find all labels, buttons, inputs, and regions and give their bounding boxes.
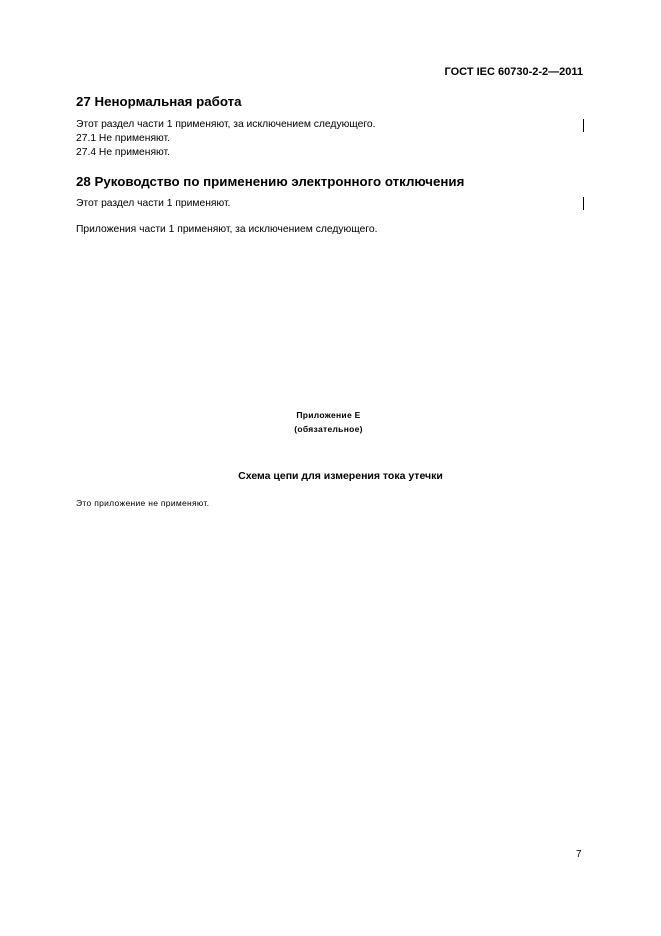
annex-label: Приложение Е (296, 410, 361, 420)
change-bar (583, 197, 584, 210)
annex-title: Схема цепи для измерения тока утечки (238, 470, 443, 482)
section-27-line: 27.4 Не применяют. (76, 147, 170, 158)
section-27-line: Этот раздел части 1 применяют, за исключением следующего. (76, 119, 376, 130)
section-28-line: Этот раздел части 1 применяют. (76, 198, 231, 209)
annex-text: Это приложение не применяют. (76, 498, 210, 508)
section-28-heading: 28 Руководство по применению электронного отключения (76, 174, 465, 189)
page-number: 7 (576, 849, 582, 860)
change-bar (583, 119, 584, 132)
annex-status: (обязательное) (294, 424, 363, 434)
section-27-line: 27.1 Не применяют. (76, 133, 170, 144)
section-28-line: Приложения части 1 применяют, за исключением следующего. (76, 224, 378, 235)
document-header: ГОСТ IEC 60730-2-2—2011 (444, 66, 583, 78)
section-27-heading: 27 Ненормальная работа (76, 94, 242, 109)
